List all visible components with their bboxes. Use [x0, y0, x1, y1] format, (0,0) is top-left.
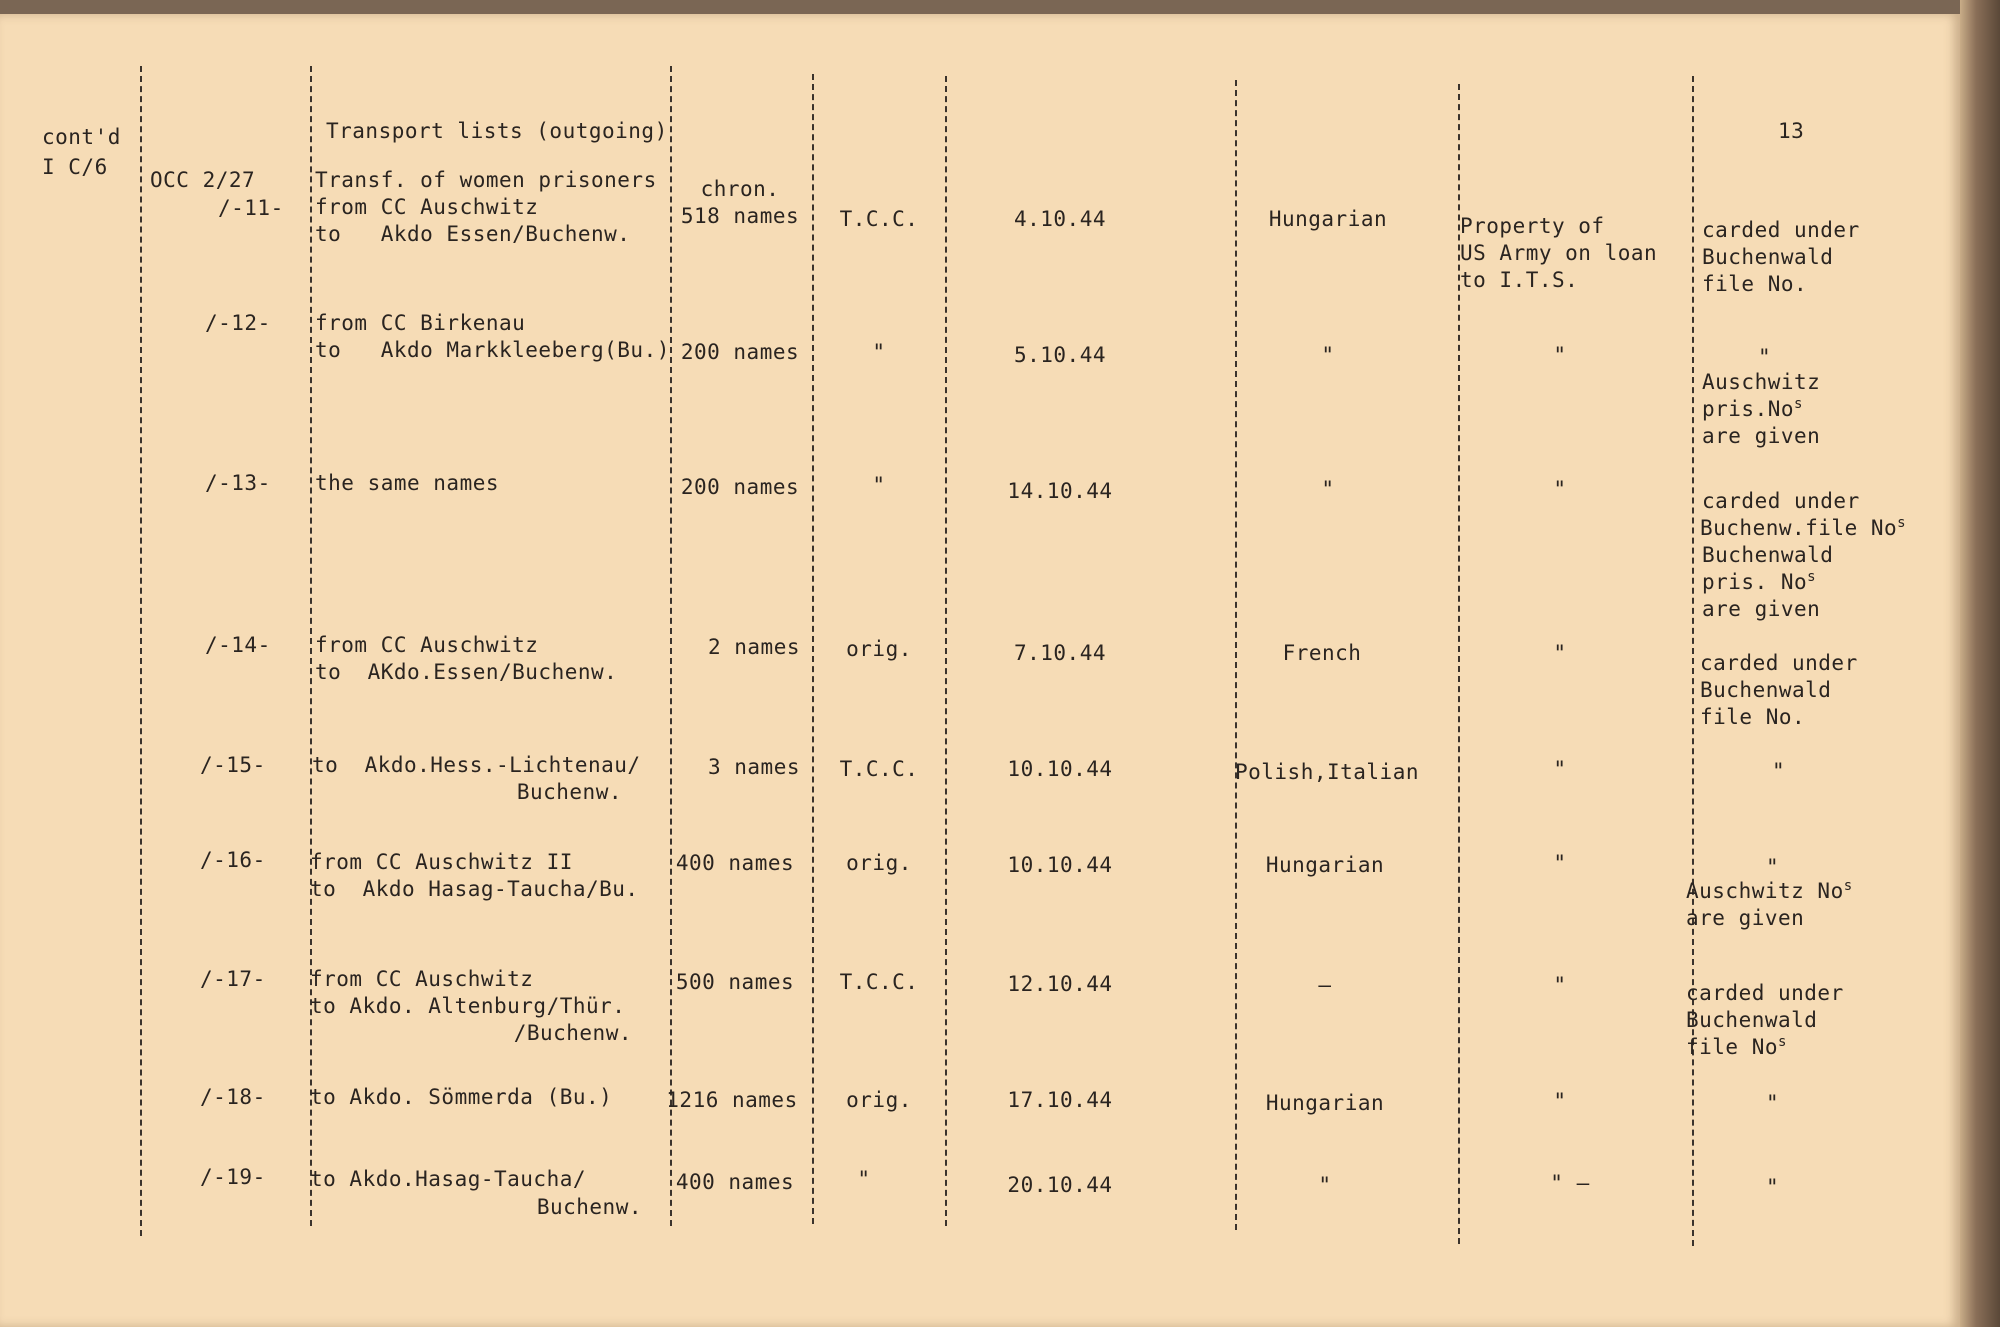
row-nationality: ": [1318, 1173, 1332, 1197]
column-rule: [1692, 76, 1694, 1246]
column-rule: [670, 66, 672, 1226]
property-header-line: Property of: [1460, 214, 1605, 238]
row-count: 400 names: [675, 1170, 795, 1194]
row-property: ": [1553, 641, 1567, 665]
row-remarks: file No.: [1700, 705, 1806, 729]
row-description: from CC Auschwitz II: [310, 850, 573, 874]
row-remarks: ": [1766, 1175, 1780, 1199]
row-date: 5.10.44: [1013, 343, 1106, 367]
row-type: T.C.C.: [839, 757, 919, 781]
row-nationality: Hungarian: [1265, 1091, 1385, 1115]
row-date: 10.10.44: [1007, 757, 1113, 781]
row-nationality: Polish,Italian: [1234, 760, 1419, 784]
row-type: ": [872, 340, 886, 364]
document-page: [0, 14, 1960, 1327]
row-remarks: are given: [1702, 424, 1821, 448]
row-nationality: ": [1321, 343, 1335, 367]
row-description: /Buchenw.: [513, 1021, 632, 1045]
row-date: 10.10.44: [1007, 853, 1113, 877]
row-property: ": [1553, 1089, 1567, 1113]
row-type: T.C.C.: [839, 207, 919, 231]
row-count: chron.: [700, 177, 780, 201]
row-type: orig.: [846, 851, 912, 875]
row-remarks: carded under: [1700, 651, 1858, 675]
row-remarks: carded under: [1686, 981, 1844, 1005]
row-date: 17.10.44: [1007, 1088, 1113, 1112]
row-property: " –: [1550, 1171, 1590, 1195]
row-remarks: ": [1772, 759, 1786, 783]
row-description: Transf. of women prisoners: [315, 168, 657, 192]
row-description: the same names: [315, 471, 500, 495]
page-right-edge: [1960, 0, 2000, 1327]
file-reference: OCC 2/27: [150, 168, 256, 192]
row-number: /-17-: [200, 967, 266, 991]
row-remarks: ": [1766, 855, 1780, 879]
row-type: T.C.C.: [839, 970, 919, 994]
row-description: to AKdo.Essen/Buchenw.: [315, 660, 618, 684]
column-rule: [310, 66, 312, 1226]
row-property: ": [1553, 851, 1567, 875]
row-description: to Akdo.Hasag-Taucha/: [310, 1167, 587, 1191]
row-remarks: ": [1766, 1091, 1780, 1115]
column-rule: [812, 74, 814, 1224]
margin-contd: cont'd: [42, 125, 121, 149]
superscript-s: s: [1807, 569, 1817, 585]
row-description: to Akdo.Hess.-Lichtenau/: [312, 753, 641, 777]
page-top-edge: [0, 0, 2000, 14]
row-date: 20.10.44: [1007, 1173, 1113, 1197]
row-remarks: Buchenw.file No$^s$: [1700, 515, 1907, 540]
property-header-line: US Army on loan: [1460, 241, 1658, 265]
row-count: 518 names: [680, 204, 800, 228]
property-header-line: to I.T.S.: [1460, 268, 1579, 292]
row-remarks: Buchenwald: [1700, 678, 1832, 702]
row-type: ": [872, 473, 886, 497]
row-remarks: Buchenwald: [1702, 245, 1834, 269]
row-number: /-19-: [200, 1165, 266, 1189]
row-number: /-12-: [205, 311, 271, 335]
row-count: 500 names: [675, 970, 795, 994]
row-description: to Akdo. Sömmerda (Bu.): [310, 1085, 613, 1109]
row-remarks: are given: [1686, 906, 1805, 930]
row-property: ": [1553, 757, 1567, 781]
row-number: /-13-: [205, 471, 271, 495]
superscript-s: s: [1897, 515, 1907, 531]
row-remarks: are given: [1702, 597, 1821, 621]
row-type: orig.: [846, 637, 912, 661]
row-type: ": [857, 1167, 871, 1191]
row-property: ": [1553, 973, 1567, 997]
column-rule: [945, 76, 947, 1226]
row-remarks: file No.: [1702, 272, 1808, 296]
row-number: /-15-: [200, 753, 266, 777]
row-description: Buchenw.: [516, 780, 622, 804]
section-heading: Transport lists (outgoing): [326, 119, 668, 143]
row-remarks: file No$^s$: [1686, 1034, 1787, 1059]
row-remarks: Auschwitz: [1702, 370, 1821, 394]
row-property: ": [1553, 477, 1567, 501]
row-nationality: –: [1318, 973, 1332, 997]
row-remarks: carded under: [1702, 218, 1860, 242]
row-number: /-18-: [200, 1085, 266, 1109]
row-description: from CC Birkenau: [315, 311, 526, 335]
row-nationality: ": [1321, 477, 1335, 501]
row-description: to Akdo. Altenburg/Thür.: [310, 994, 626, 1018]
row-date: 4.10.44: [1013, 207, 1106, 231]
margin-section: I C/6: [42, 155, 108, 179]
row-date: 12.10.44: [1007, 972, 1113, 996]
row-property: ": [1553, 343, 1567, 367]
row-description: from CC Auschwitz: [315, 195, 539, 219]
row-description: from CC Auschwitz: [310, 967, 534, 991]
row-description: to Akdo Essen/Buchenw.: [315, 222, 631, 246]
row-description: from CC Auschwitz: [315, 633, 539, 657]
row-count: 200 names: [680, 340, 800, 364]
row-count: 2 names: [707, 635, 800, 659]
row-remarks: ": [1758, 345, 1772, 369]
row-count: 200 names: [680, 475, 800, 499]
row-number: /-16-: [200, 848, 266, 872]
row-date: 14.10.44: [1007, 479, 1113, 503]
row-count: 400 names: [675, 851, 795, 875]
row-count: 1216 names: [666, 1088, 798, 1112]
row-remarks: pris.No$^s$: [1702, 396, 1803, 421]
superscript-s: s: [1794, 396, 1803, 412]
row-number: /-14-: [205, 633, 271, 657]
row-remarks: Buchenwald: [1702, 543, 1834, 567]
row-count: 3 names: [707, 755, 800, 779]
row-remarks: Buchenwald: [1686, 1008, 1818, 1032]
row-number: /-11-: [218, 196, 284, 220]
row-date: 7.10.44: [1013, 641, 1106, 665]
row-nationality: French: [1282, 641, 1362, 665]
row-remarks: Auschwitz No$^s$: [1686, 878, 1853, 903]
superscript-s: s: [1843, 878, 1853, 894]
row-remarks: pris. No$^s$: [1702, 569, 1817, 594]
row-description: to Akdo Hasag-Taucha/Bu.: [310, 877, 639, 901]
column-rule: [140, 66, 142, 1236]
superscript-s: s: [1778, 1034, 1787, 1050]
row-remarks: carded under: [1702, 489, 1860, 513]
page-number: 13: [1778, 119, 1805, 143]
row-nationality: Hungarian: [1265, 853, 1385, 877]
row-description: Buchenw.: [536, 1195, 642, 1219]
row-description: to Akdo Markkleeberg(Bu.): [315, 338, 670, 362]
row-nationality: Hungarian: [1268, 207, 1388, 231]
row-type: orig.: [846, 1088, 912, 1112]
